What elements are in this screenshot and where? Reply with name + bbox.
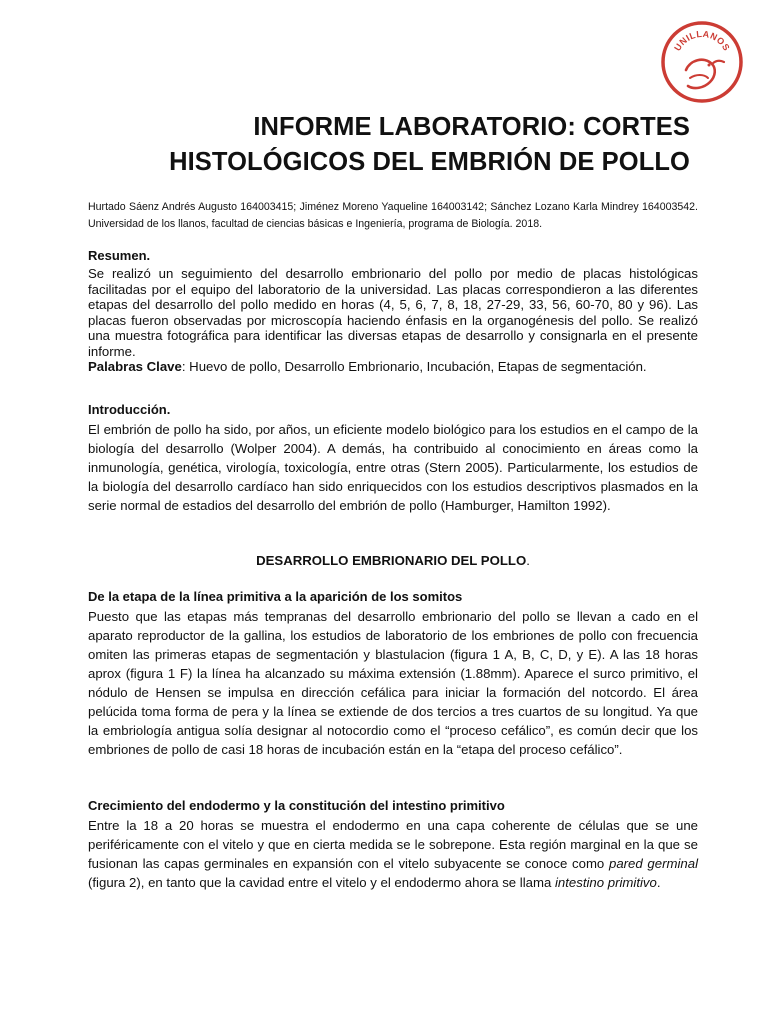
page-title (130, 110, 690, 180)
introduccion-section (88, 401, 698, 515)
unillanos-logo (660, 20, 744, 104)
desarrollo-heading-text: DESARROLLO EMBRIONARIO DEL POLLO (256, 553, 527, 568)
resumen-body: Se realizó un seguimiento del desarrollo embrionario del pollo por medio de placas histológicas facilitadas por el equipo del laboratorio de la universidad. Las placas correspondieron a las diferentes etapas del desarrollo del pollo medido en horas (4, 5, 6, 7, 8, 18, 27-29, 33, 56, 60-70, 80 y 96). Las placas fueron observadas por microscopía haciendo énfasis en la organogénesis del pollo. Se realizó una muestra fotográfica para identificar las diversas etapas de desarrollo y consignarla en el presente informe. (88, 266, 698, 359)
linea-primitiva-heading: De la etapa de la línea primitiva a la aparición de los somitos (88, 589, 463, 604)
endodermo-section (88, 797, 698, 892)
keywords-text: : Huevo de pollo, Desarrollo Embrionario, Incubación, Etapas de segmentación. (181, 359, 647, 374)
authors-affiliation: Hurtado Sáenz Andrés Augusto 164003415; Jiménez Moreno Yaqueline 164003142; Sánchez Lozano Karla Mindrey 164003542. Universidad de los llanos, facultad de ciencias básicas e Ingeniería, programa de Biología. 2018. (88, 201, 698, 230)
resumen-section (88, 247, 698, 375)
title-line-1: INFORME LABORATORIO: CORTES (253, 113, 690, 141)
resumen-heading: Resumen. (88, 248, 151, 263)
svg-text:UNILLANOS: UNILLANOS (672, 28, 732, 53)
endodermo-heading: Crecimiento del endodermo y la constitución del intestino primitivo (88, 798, 505, 813)
keywords-line (88, 359, 698, 375)
desarrollo-heading-period: . (526, 553, 530, 568)
linea-primitiva-section (88, 588, 698, 759)
term-intestino-primitivo: intestino primitivo (554, 875, 657, 890)
keywords-label: Palabras Clave (88, 359, 182, 374)
endodermo-body-part-3: . (656, 875, 661, 890)
endodermo-body (88, 816, 698, 892)
introduccion-heading: Introducción. (88, 402, 171, 417)
desarrollo-heading-block (88, 553, 698, 568)
title-line-2: HISTOLÓGICOS DEL EMBRIÓN DE POLLO (169, 148, 690, 176)
endodermo-body-part-2: (figura 2), en tanto que la cavidad entre el vitelo y el endodermo ahora se llama (88, 875, 555, 890)
term-pared-germinal: pared germinal (608, 856, 699, 871)
endodermo-body-part-1: Entre la 18 a 20 horas se muestra el endodermo en una capa coherente de células que se une periféricamente con el vitelo y que en cierta medida se le sobrepone. Esta región marginal en la que se fusionan las capas germinales en expansión con el vitelo subyacente se conoce como (88, 818, 698, 871)
introduccion-body: El embrión de pollo ha sido, por años, un eficiente modelo biológico para los estudios en el campo de la biología del desarrollo (Wolper 2004). A demás, ha contribuido al conocimiento en áreas como la inmunología, genética, virología, toxicología, entre otras (Stern 2005). Particularmente, los estudios de la biología del desarrollo cardíaco han sido enriquecidos con los estudios descriptivos plasmados en la serie normal de estadios del desarrollo del embrión de pollo (Hamburger, Hamilton 1992). (88, 422, 698, 513)
linea-primitiva-body: Puesto que las etapas más tempranas del desarrollo embrionario del pollo se llevan a cado en el aparato reproductor de la gallina, los estudios de laboratorio de los embriones de pollo con frecuencia omiten las primeras etapas de segmentación y blastulacion (figura 1 A, B, C, D, y E). A las 18 horas aprox (figura 1 F) la línea ha alcanzado su máxima extensión (1.88mm). Aparece el surco primitivo, el nódulo de Hensen se impulsa en dirección cefálica para iniciar la formación del notcordo. El área pelúcida toma forma de pera y la línea se extiende de dos tercios a tres cuartos de su longitud. Ya que la embriología antigua solía designar al notocordio como el “proceso cefálico”, es común decir que los embriones de pollo de casi 18 horas de incubación están en la “etapa del proceso cefálico”. (88, 609, 698, 757)
desarrollo-heading (88, 553, 698, 568)
